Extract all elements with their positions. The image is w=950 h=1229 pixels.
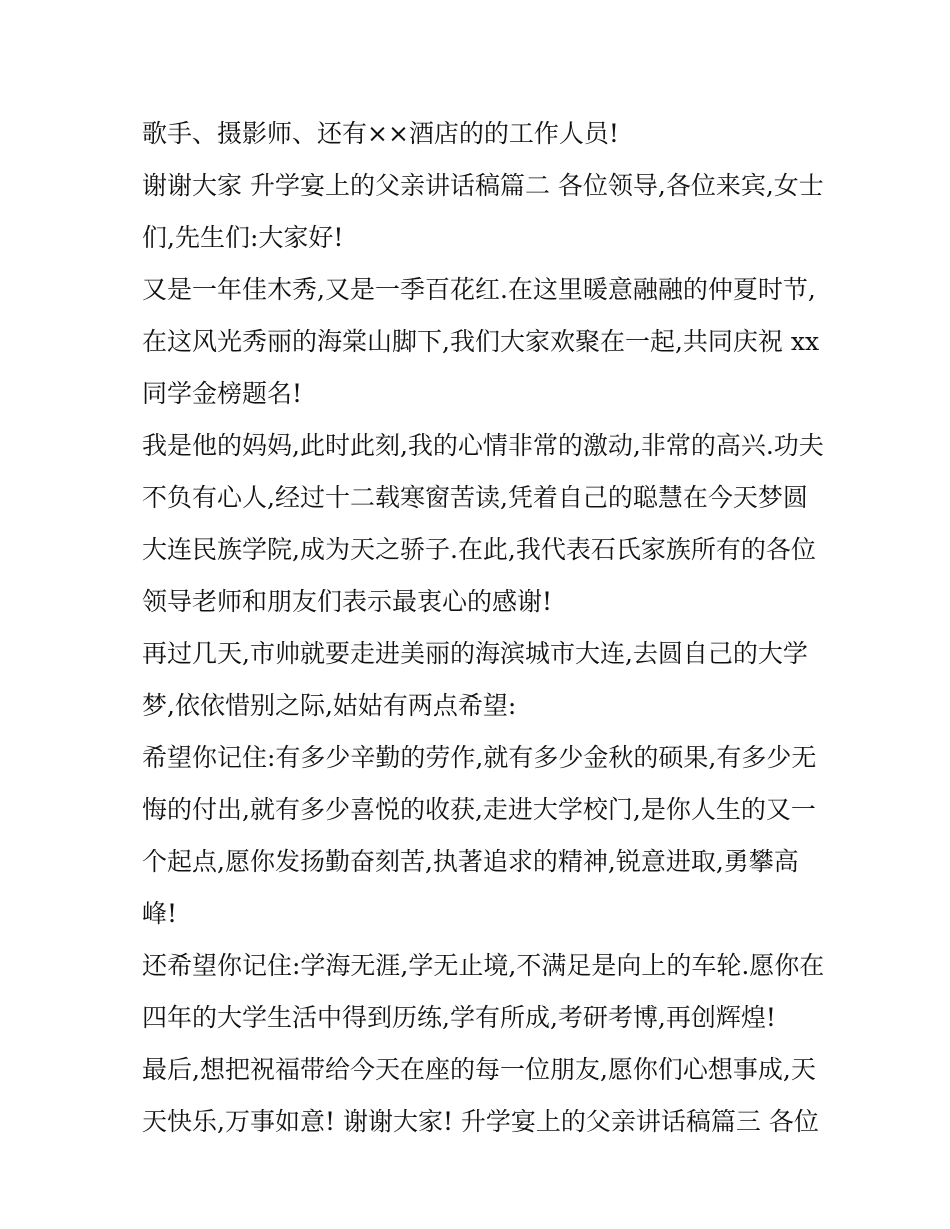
text-line: 最后,想把祝福带给今天在座的每一位朋友,愿你们心想事成,天	[142, 1055, 816, 1084]
document-body	[142, 108, 825, 1148]
text-line: 悔的付出,就有多少喜悦的收获,走进大学校门,是你人生的又一	[142, 795, 816, 824]
text-line: 谢谢大家 升学宴上的父亲讲话稿篇二 各位领导,各位来宾,女士	[142, 171, 824, 200]
text-line: 领导老师和朋友们表示最衷心的感谢!	[142, 587, 553, 616]
text-line: 四年的大学生活中得到历练,学有所成,考研考博,再创辉煌!	[142, 1003, 776, 1032]
text-line: 大连民族学院,成为天之骄子.在此,我代表石氏家族所有的各位	[142, 535, 816, 564]
text-line: 峰!	[142, 899, 178, 928]
text-line: 天快乐,万事如意! 谢谢大家! 升学宴上的父亲讲话稿篇三 各位	[142, 1107, 819, 1136]
text-line: 又是一年佳木秀,又是一季百花红.在这里暖意融融的仲夏时节,	[142, 275, 816, 304]
text-line: 歌手、摄影师、还有××酒店的的工作人员!	[142, 119, 619, 148]
text-line: 个起点,愿你发扬勤奋刻苦,执著追求的精神,锐意进取,勇攀高	[142, 847, 799, 876]
text-line: 我是他的妈妈,此时此刻,我的心情非常的激动,非常的高兴.功夫	[142, 431, 824, 460]
text-line: 梦,依依惜别之际,姑姑有两点希望:	[142, 691, 517, 720]
text-line: 们,先生们:大家好!	[142, 223, 344, 252]
text-line: 希望你记住:有多少辛勤的劳作,就有多少金秋的硕果,有多少无	[142, 743, 817, 772]
text-line: 不负有心人,经过十二载寒窗苦读,凭着自己的聪慧在今天梦圆	[142, 483, 808, 512]
text-line: 在这风光秀丽的海棠山脚下,我们大家欢聚在一起,共同庆祝 xx	[142, 327, 820, 356]
text-line: 同学金榜题名!	[142, 379, 303, 408]
text-line: 再过几天,市帅就要走进美丽的海滨城市大连,去圆自己的大学	[142, 639, 808, 668]
text-line: 还希望你记住:学海无涯,学无止境,不满足是向上的车轮.愿你在	[142, 951, 825, 980]
